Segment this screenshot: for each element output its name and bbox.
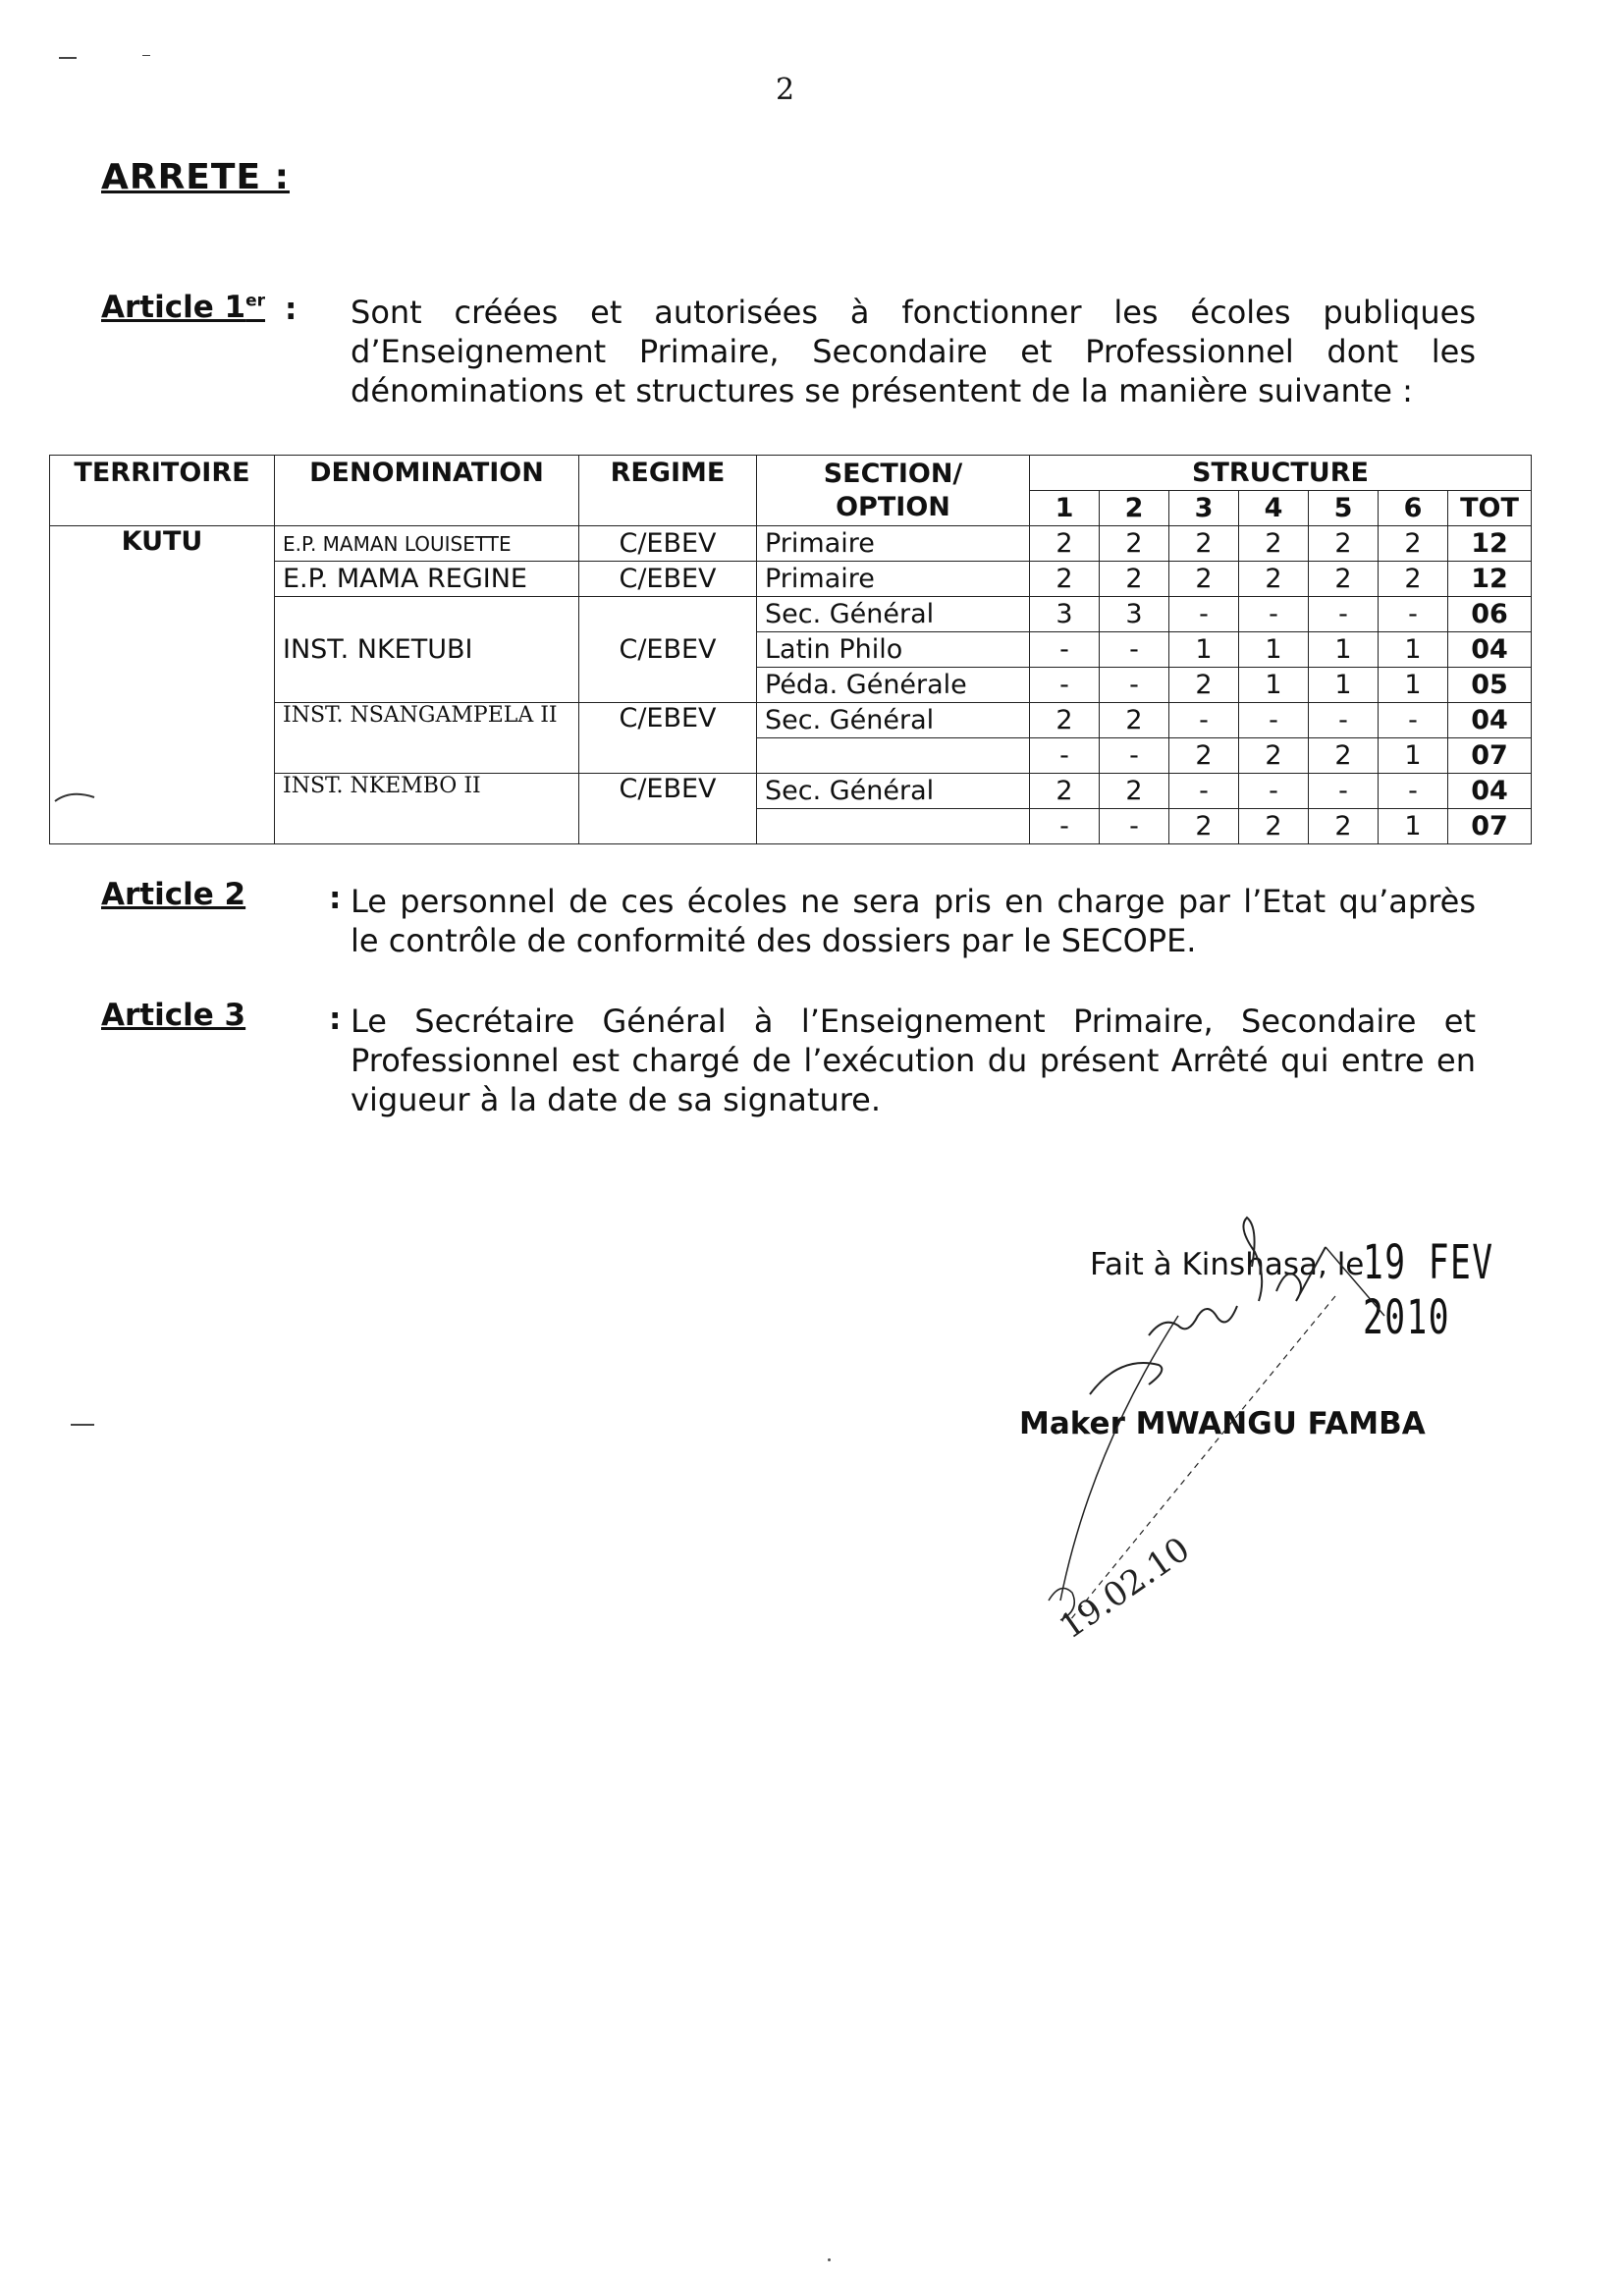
page-number: 2 <box>776 73 795 107</box>
level-cell: 2 <box>1100 526 1169 562</box>
level-cell: 2 <box>1239 809 1309 844</box>
section-cell <box>757 809 1030 844</box>
level-cell: 2 <box>1100 562 1169 597</box>
header-section-option: SECTION/ OPTION <box>757 456 1030 526</box>
level-cell: - <box>1239 774 1309 809</box>
level-cell: - <box>1379 774 1448 809</box>
level-cell: 3 <box>1100 597 1169 632</box>
handwritten-signature <box>1001 1208 1434 1679</box>
level-cell: 1 <box>1239 668 1309 703</box>
level-cell: 2 <box>1030 774 1100 809</box>
section-cell: Péda. Générale <box>757 668 1030 703</box>
section-cell: Latin Philo <box>757 632 1030 668</box>
header-regime: REGIME <box>579 456 757 526</box>
total-cell: 06 <box>1448 597 1532 632</box>
level-cell: 2 <box>1030 562 1100 597</box>
structure-table <box>49 455 1532 844</box>
header-level-2: 2 <box>1100 491 1169 526</box>
scan-mark <box>71 1424 94 1426</box>
total-cell: 04 <box>1448 703 1532 738</box>
level-cell: 2 <box>1309 562 1379 597</box>
signatory-name: Maker MWANGU FAMBA <box>1019 1406 1426 1441</box>
level-cell: 2 <box>1169 668 1239 703</box>
level-cell: - <box>1379 703 1448 738</box>
section-cell: Primaire <box>757 562 1030 597</box>
article-3-text: Le Secrétaire Général à l’Enseignement Primaire, Secondaire et Professionnel est chargé de l’exécution du présent Arrêté qui entre en vigueur à la date de sa signature. <box>351 1003 1476 1118</box>
level-cell: 2 <box>1239 526 1309 562</box>
header-level-1: 1 <box>1030 491 1100 526</box>
level-cell: 2 <box>1030 703 1100 738</box>
article-3-label: Article 3 <box>101 998 246 1033</box>
denomination-cell: E.P. MAMAN LOUISETTE <box>275 526 579 562</box>
level-cell: 2 <box>1309 738 1379 774</box>
section-cell: Sec. Général <box>757 774 1030 809</box>
level-cell: - <box>1100 632 1169 668</box>
denomination-cell: E.P. MAMA REGINE <box>275 562 579 597</box>
header-level-4: 4 <box>1239 491 1309 526</box>
regime-cell: C/EBEV <box>579 703 757 774</box>
level-cell: - <box>1309 774 1379 809</box>
level-cell: 2 <box>1100 703 1169 738</box>
level-cell: 1 <box>1239 632 1309 668</box>
header-tot: TOT <box>1448 491 1532 526</box>
article-2-text: Le personnel de ces écoles ne sera pris en charge par l’Etat qu’après le contrôle de conformité des dossiers par le SECOPE. <box>351 883 1476 959</box>
article-2-colon: : <box>329 881 342 916</box>
level-cell: 1 <box>1379 738 1448 774</box>
level-cell: 2 <box>1100 774 1169 809</box>
level-cell: 2 <box>1169 738 1239 774</box>
level-cell: - <box>1030 738 1100 774</box>
level-cell: - <box>1309 703 1379 738</box>
level-cell: - <box>1030 809 1100 844</box>
denomination-cell: INST. NSANGAMPELA II <box>275 703 579 774</box>
article-1-label <box>101 290 265 325</box>
territoire-cell: KUTU <box>50 526 275 844</box>
closing-place: Fait à Kinshasa, le <box>1090 1247 1365 1282</box>
section-cell: Sec. Général <box>757 703 1030 738</box>
level-cell: - <box>1239 597 1309 632</box>
total-cell: 12 <box>1448 526 1532 562</box>
level-cell: - <box>1239 703 1309 738</box>
total-cell: 07 <box>1448 738 1532 774</box>
level-cell: - <box>1030 632 1100 668</box>
handwritten-date: 19.02.10 <box>1053 1529 1198 1648</box>
article-1-colon: : <box>285 292 298 327</box>
level-cell: 1 <box>1379 632 1448 668</box>
level-cell: 2 <box>1309 526 1379 562</box>
article-1-text: Sont créées et autorisées à fonctionner les écoles publiques d’Enseignement Primaire, Secondaire et Professionnel dont les dénominations et structures se présentent de la manière suivante : <box>351 294 1476 409</box>
article-1-label-sup: er <box>245 291 266 311</box>
header-territoire: TERRITOIRE <box>50 456 275 526</box>
header-structure: STRUCTURE <box>1030 456 1532 491</box>
total-cell: 04 <box>1448 632 1532 668</box>
total-cell: 12 <box>1448 562 1532 597</box>
level-cell: 1 <box>1379 809 1448 844</box>
denomination-cell: INST. NKEMBO II <box>275 774 579 844</box>
level-cell: - <box>1309 597 1379 632</box>
article-2-label: Article 2 <box>101 877 246 912</box>
header-level-5: 5 <box>1309 491 1379 526</box>
total-cell: 05 <box>1448 668 1532 703</box>
level-cell: 2 <box>1169 809 1239 844</box>
level-cell: 1 <box>1169 632 1239 668</box>
level-cell: - <box>1379 597 1448 632</box>
level-cell: - <box>1169 774 1239 809</box>
section-cell: Primaire <box>757 526 1030 562</box>
article-3-colon: : <box>329 1002 342 1037</box>
article-1-label-text: Article 1 <box>101 290 246 325</box>
level-cell: 3 <box>1030 597 1100 632</box>
decree-heading: ARRETE : <box>101 157 290 197</box>
date-stamp: 19 FEV 2010 <box>1363 1235 1494 1345</box>
total-cell: 07 <box>1448 809 1532 844</box>
level-cell: 1 <box>1309 668 1379 703</box>
pen-mark <box>51 786 100 807</box>
denomination-cell: INST. NKETUBI <box>275 597 579 703</box>
scan-mark <box>59 57 77 59</box>
level-cell: 2 <box>1169 562 1239 597</box>
scan-mark <box>142 55 150 56</box>
level-cell: - <box>1169 703 1239 738</box>
table-header-row <box>50 456 1532 491</box>
total-cell: 04 <box>1448 774 1532 809</box>
level-cell: 1 <box>1309 632 1379 668</box>
level-cell: - <box>1100 738 1169 774</box>
section-cell: Sec. Général <box>757 597 1030 632</box>
regime-cell: C/EBEV <box>579 597 757 703</box>
header-level-6: 6 <box>1379 491 1448 526</box>
regime-cell: C/EBEV <box>579 562 757 597</box>
header-denomination: DENOMINATION <box>275 456 579 526</box>
level-cell: - <box>1100 668 1169 703</box>
scan-speck <box>828 2258 831 2261</box>
level-cell: 2 <box>1379 562 1448 597</box>
section-cell <box>757 738 1030 774</box>
level-cell: 2 <box>1030 526 1100 562</box>
level-cell: 2 <box>1309 809 1379 844</box>
regime-cell: C/EBEV <box>579 526 757 562</box>
level-cell: 2 <box>1379 526 1448 562</box>
level-cell: 1 <box>1379 668 1448 703</box>
table-row <box>50 526 1532 562</box>
level-cell: 2 <box>1239 738 1309 774</box>
level-cell: - <box>1030 668 1100 703</box>
level-cell: 2 <box>1169 526 1239 562</box>
level-cell: - <box>1169 597 1239 632</box>
header-level-3: 3 <box>1169 491 1239 526</box>
regime-cell: C/EBEV <box>579 774 757 844</box>
level-cell: 2 <box>1239 562 1309 597</box>
level-cell: - <box>1100 809 1169 844</box>
